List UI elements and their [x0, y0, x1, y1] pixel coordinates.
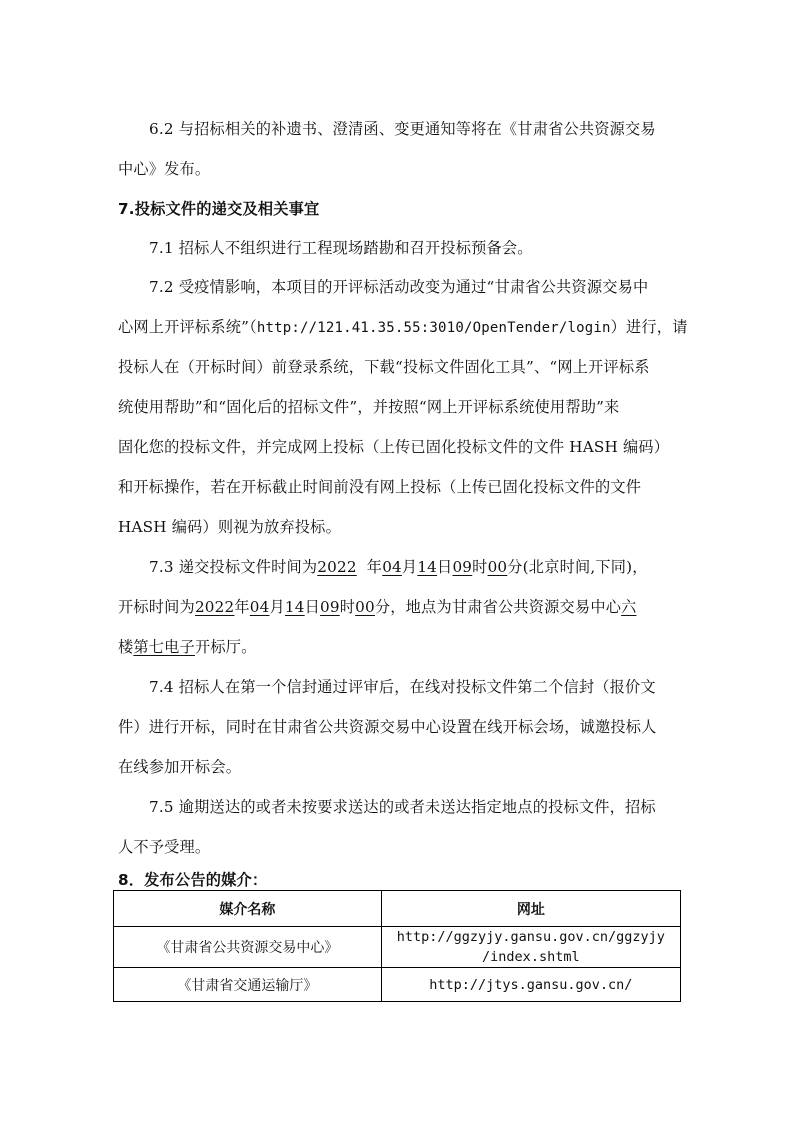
table-header-row — [114, 891, 681, 927]
para-7-5-line1: 7.5 逾期送达的或者未按要求送达的或者未送达指定地点的投标文件，招标 — [149, 798, 656, 816]
section-8-heading: 8．发布公告的媒介： — [118, 871, 268, 889]
para-7-2-text: 心网上开评标系统”（ — [118, 318, 257, 336]
url-line: /index.shtml — [482, 949, 580, 965]
hour-unit: 时 — [472, 558, 488, 576]
url-line: http://ggzyjy.gansu.gov.cn/ggzyjy — [396, 929, 665, 945]
submit-hour: 09 — [452, 558, 473, 576]
para-7-4-line3: 在线参加开标会。 — [118, 758, 242, 776]
section-7-heading: 7.投标文件的递交及相关事宜 — [118, 200, 320, 218]
year-unit: 年 — [366, 558, 383, 576]
submit-year: 2022 — [317, 558, 357, 576]
open-month: 04 — [249, 598, 270, 616]
para-6-2-line2: 中心》发布。 — [118, 160, 211, 178]
day-unit: 日 — [437, 558, 453, 576]
para-6-2-line1: 6.2 与招标相关的补遗书、澄清函、变更通知等将在《甘肃省公共资源交易 — [149, 120, 656, 138]
media-name-cell: 《甘肃省公共资源交易中心》 — [114, 927, 382, 968]
submit-month: 04 — [382, 558, 402, 576]
media-table — [113, 890, 681, 1002]
col-header-url: 网址 — [381, 891, 680, 927]
para-7-3-text: 开标时间为 — [118, 598, 195, 616]
room-name: 第七电子 — [133, 638, 195, 656]
para-7-2-line3: 投标人在（开标时间）前登录系统，下载“投标文件固化工具”、“网上开评标系 — [118, 358, 650, 376]
para-7-4-line2: 件）进行开标，同时在甘肃省公共资源交易中心设置在线开标会场，诚邀投标人 — [118, 718, 657, 736]
submit-day: 14 — [417, 558, 438, 576]
col-header-media-name: 媒介名称 — [114, 891, 382, 927]
para-7-2-line5: 固化您的投标文件，并完成网上投标（上传已固化投标文件的文件 HASH 编码） — [118, 438, 670, 456]
para-7-3-line1 — [149, 556, 714, 578]
para-7-3-text: 分(北京时间,下同)， — [507, 558, 648, 576]
para-7-2-line2 — [118, 316, 688, 339]
open-year: 2022 — [194, 598, 235, 616]
open-hour: 09 — [320, 598, 340, 616]
para-7-1: 7.1 招标人不组织进行工程现场踏勘和召开投标预备会。 — [149, 239, 533, 257]
open-tender-url: http://121.41.35.55:3010/OpenTender/login — [256, 320, 611, 336]
para-7-3-text: 开标厅。 — [194, 638, 257, 656]
month-unit: 月 — [401, 558, 418, 576]
para-7-2-text: ）进行，请 — [610, 318, 688, 336]
table-row — [114, 927, 681, 968]
media-name-cell: 《甘肃省交通运输厅》 — [114, 968, 382, 1002]
month-unit: 月 — [269, 598, 285, 616]
para-7-3-line2 — [118, 596, 683, 618]
year-unit: 年 — [234, 598, 250, 616]
submit-minute: 00 — [487, 558, 508, 576]
media-url-cell — [381, 927, 680, 968]
para-7-2-line7: HASH 编码）则视为放弃投标。 — [118, 518, 341, 536]
table-row — [114, 968, 681, 1002]
para-7-4-line1: 7.4 招标人在第一个信封通过评审后，在线对投标文件第二个信封（报价文 — [149, 678, 656, 696]
para-7-2-line6: 和开标操作，若在开标截止时间前没有网上投标（上传已固化投标文件的文件 — [118, 478, 642, 496]
open-day: 14 — [284, 598, 305, 616]
media-url-cell: http://jtys.gansu.gov.cn/ — [381, 968, 680, 1002]
para-7-3-line3 — [118, 636, 683, 658]
para-7-3-text: 分，地点为甘肃省公共资源交易中心 — [374, 598, 622, 616]
open-minute: 00 — [355, 598, 375, 616]
para-7-2-line4: 统使用帮助”和“固化后的招标文件”，并按照“网上开评标系统使用帮助”来 — [118, 398, 620, 416]
para-7-3-text: 7.3 递交投标文件时间为 — [149, 558, 318, 576]
para-7-2-line1: 7.2 受疫情影响，本项目的开评标活动改变为通过“甘肃省公共资源交易中 — [149, 278, 649, 296]
para-7-3-text: 楼 — [118, 638, 134, 656]
floor-number: 六 — [621, 598, 637, 616]
para-7-5-line2: 人不予受理。 — [118, 838, 211, 856]
day-unit: 日 — [304, 598, 321, 616]
hour-unit: 时 — [339, 598, 356, 616]
